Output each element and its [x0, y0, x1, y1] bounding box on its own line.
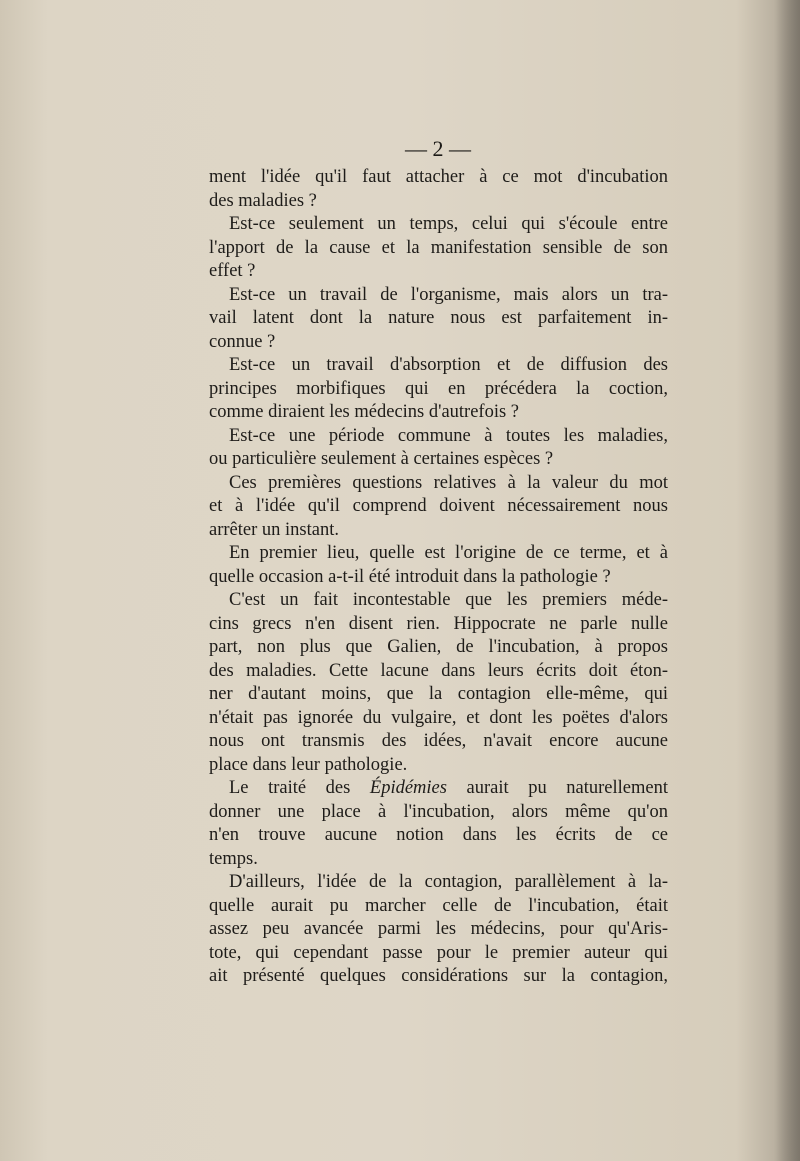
text-line: ou particulière seulement à certaines espèces ? [209, 449, 554, 469]
page-number: — 2 — [405, 136, 471, 161]
text-line: quelle aurait pu marcher celle de l'incubation, était [209, 895, 668, 916]
text-line: effet ? [209, 261, 256, 281]
text-line: Le traité des Épidémies aurait pu naturellement [229, 778, 668, 798]
text-line: part, non plus que Galien, de l'incubation, à propos [209, 637, 668, 657]
text-line: Est-ce un travail d'absorption et de diffusion des [229, 355, 668, 375]
text-line: donner une place à l'incubation, alors même qu'on [209, 801, 668, 822]
text-line: ait présenté quelques considérations sur la contagion, [209, 966, 668, 986]
text-line: C'est un fait incontestable que les premiers méde- [229, 590, 668, 610]
text-line: Ces premières questions relatives à la valeur du mot [229, 472, 668, 493]
text-line: vail latent dont la nature nous est parfaitement in- [209, 308, 668, 328]
italic-title: Épidémies [369, 778, 447, 798]
page-edge-shadow [774, 0, 800, 1161]
text-line: place dans leur pathologie. [209, 754, 408, 775]
text-line: D'ailleurs, l'idée de la contagion, parallèlement à la- [229, 872, 668, 892]
text-line: En premier lieu, quelle est l'origine de ce terme, et à [229, 543, 668, 563]
text-line: assez peu avancée parmi les médecins, pour qu'Aris- [209, 919, 668, 939]
text-line: n'était pas ignorée du vulgaire, et dont les poëtes d'alors [209, 707, 668, 728]
text-line: ment l'idée qu'il faut attacher à ce mot d'incubation [209, 167, 668, 187]
text-line: principes morbifiques qui en précédera la coction, [209, 378, 668, 399]
text-line: temps. [209, 848, 258, 869]
body-text [209, 166, 668, 989]
text-line: nous ont transmis des idées, n'avait encore aucune [209, 731, 668, 751]
text-line: cins grecs n'en disent rien. Hippocrate ne parle nulle [209, 613, 668, 634]
text-line: l'apport de la cause et la manifestation sensible de son [209, 237, 668, 258]
text-line: Est-ce une période commune à toutes les maladies, [229, 425, 668, 446]
text-line: des maladies ? [209, 190, 317, 211]
text-line: n'en trouve aucune notion dans les écrits de ce [209, 825, 668, 845]
text-line: Est-ce un travail de l'organisme, mais alors un tra- [229, 284, 668, 305]
text-line: ner d'autant moins, que la contagion elle-même, qui [209, 684, 668, 704]
text-line: Est-ce seulement un temps, celui qui s'écoule entre [229, 214, 668, 234]
text-line: tote, qui cependant passe pour le premier auteur qui [209, 942, 668, 963]
text-line: arrêter un instant. [209, 519, 339, 540]
text-line: comme diraient les médecins d'autrefois ? [209, 402, 520, 422]
text-line: et à l'idée qu'il comprend doivent nécessairement nous [209, 496, 668, 516]
text-line: connue ? [209, 331, 276, 352]
text-line: quelle occasion a-t-il été introduit dans la pathologie ? [209, 566, 611, 587]
text-line: des maladies. Cette lacune dans leurs écrits doit éton- [209, 660, 668, 681]
